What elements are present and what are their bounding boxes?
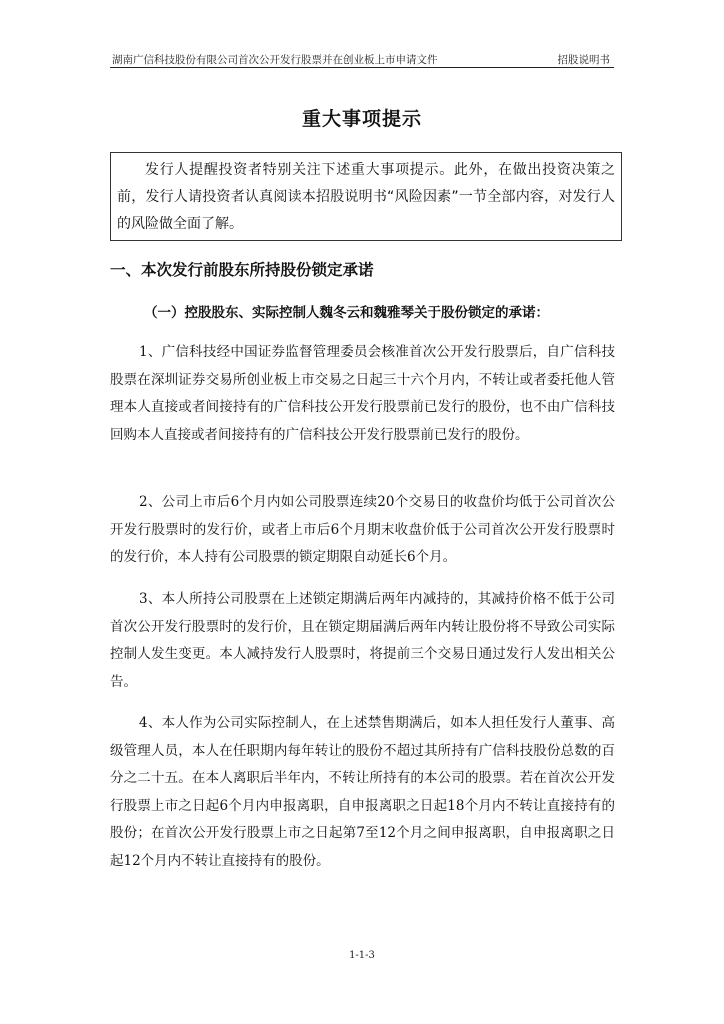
section-heading: 一、本次发行前股东所持股份锁定承诺 — [110, 261, 374, 279]
header-divider — [110, 67, 614, 68]
page-number: 1-1-3 — [349, 950, 375, 961]
notice-box: 发行人提醒投资者特别关注下述重大事项提示。此外，在做出投资决策之前，发行人请投资者认真阅读本招股说明书“风险因素”一节全部内容，对发行人的风险做全面了解。 — [110, 152, 622, 241]
commitment-paragraph-3: 3、本人所持公司股票在上述锁定期满后两年内减持的，其减持价格不低于公司首次公开发行股票时的发行价，且在锁定期届满后两年内转让股份将不导致公司实际控制人发生变更。本人减持发行人股票时，将提前三个交易日通过发行人发出相关公告。 — [110, 591, 615, 690]
header-document-type: 招股说明书 — [557, 54, 610, 66]
commitment-paragraph-4: 4、本人作为公司实际控制人，在上述禁售期满后，如本人担任发行人董事、高级管理人员，本人在任职期内每年转让的股份不超过其所持有广信科技股份总数的百分之二十五。在本人离职后半年内，不转让所持有的本公司的股票。若在首次公开发行股票上市之日起6个月内申报离职，自申报离职之日起18个月内不转让直接持有的股份；在首次公开发行股票上市之日起第7至12个月之间申报离职，自申报离职之日起12个月内不转让直接持有的股份。 — [110, 715, 615, 869]
page-title: 重大事项提示 — [301, 108, 422, 130]
sub-heading: （一）控股股东、实际控制人魏冬云和魏雅琴关于股份锁定的承诺： — [144, 305, 549, 321]
commitment-paragraph-2: 2、公司上市后6个月内如公司股票连续20个交易日的收盘价均低于公司首次公开发行股票时的发行价，或者上市后6个月期末收盘价低于公司首次公开发行股票时的发行价，本人持有公司股票的锁定期限自动延长6个月。 — [110, 494, 615, 566]
commitment-paragraph-1: 1、广信科技经中国证券监督管理委员会核准首次公开发行股票后，自广信科技股票在深圳证券交易所创业板上市交易之日起三十六个月内，不转让或者委托他人管理本人直接或者间接持有的广信科技公开发行股票前已发行的股份，也不由广信科技回购本人直接或者间接持有的广信科技公开发行股票前已发行的股份。 — [110, 344, 615, 443]
header-document-name: 湖南广信科技股份有限公司首次公开发行股票并在创业板上市申请文件 — [112, 54, 438, 66]
